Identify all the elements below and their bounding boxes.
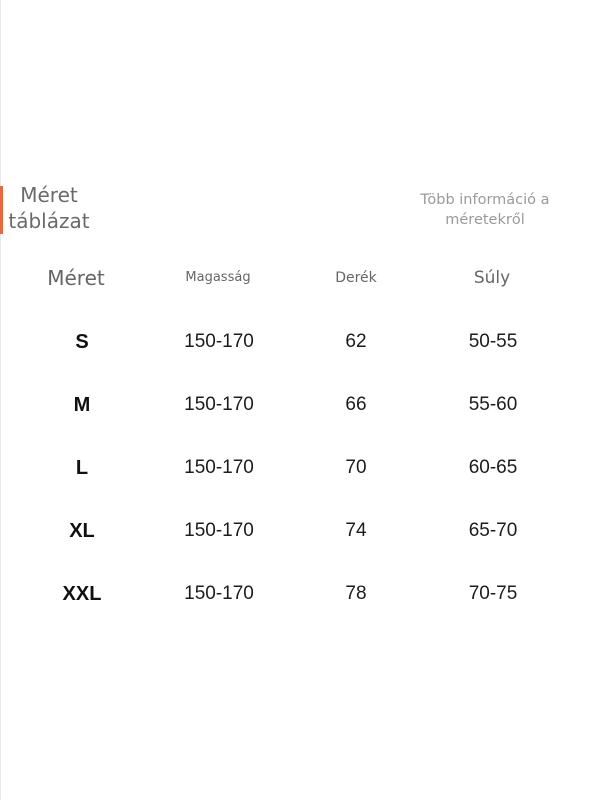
weight-cell: 50-55 <box>468 331 518 352</box>
title-accent-bar <box>0 186 3 234</box>
waist-cell: 74 <box>345 520 367 541</box>
table-row <box>0 574 600 614</box>
height-cell: 150-170 <box>184 583 254 604</box>
table-row <box>0 322 600 362</box>
weight-cell: 60-65 <box>468 457 518 478</box>
waist-cell: 62 <box>345 331 367 352</box>
weight-cell: 65-70 <box>468 520 518 541</box>
table-row <box>0 448 600 488</box>
page-title: Méret táblázat <box>8 183 90 233</box>
size-cell: L <box>75 457 89 479</box>
column-header-size: Méret <box>47 266 105 290</box>
height-cell: 150-170 <box>184 520 254 541</box>
column-header-weight: Súly <box>473 268 511 288</box>
weight-cell: 55-60 <box>468 394 518 415</box>
waist-cell: 70 <box>345 457 367 478</box>
waist-cell: 66 <box>345 394 367 415</box>
size-cell: XL <box>69 520 95 542</box>
weight-cell: 70-75 <box>468 583 518 604</box>
column-header-height: Magasság <box>185 270 251 285</box>
table-row <box>0 385 600 425</box>
waist-cell: 78 <box>345 583 367 604</box>
height-cell: 150-170 <box>184 457 254 478</box>
table-row <box>0 511 600 551</box>
height-cell: 150-170 <box>184 331 254 352</box>
size-cell: M <box>73 394 91 416</box>
more-size-info-link[interactable]: Több információ a méretekről <box>420 192 550 228</box>
size-cell: XXL <box>62 583 102 605</box>
height-cell: 150-170 <box>184 394 254 415</box>
column-header-waist: Derék <box>335 270 377 286</box>
size-cell: S <box>75 331 89 353</box>
